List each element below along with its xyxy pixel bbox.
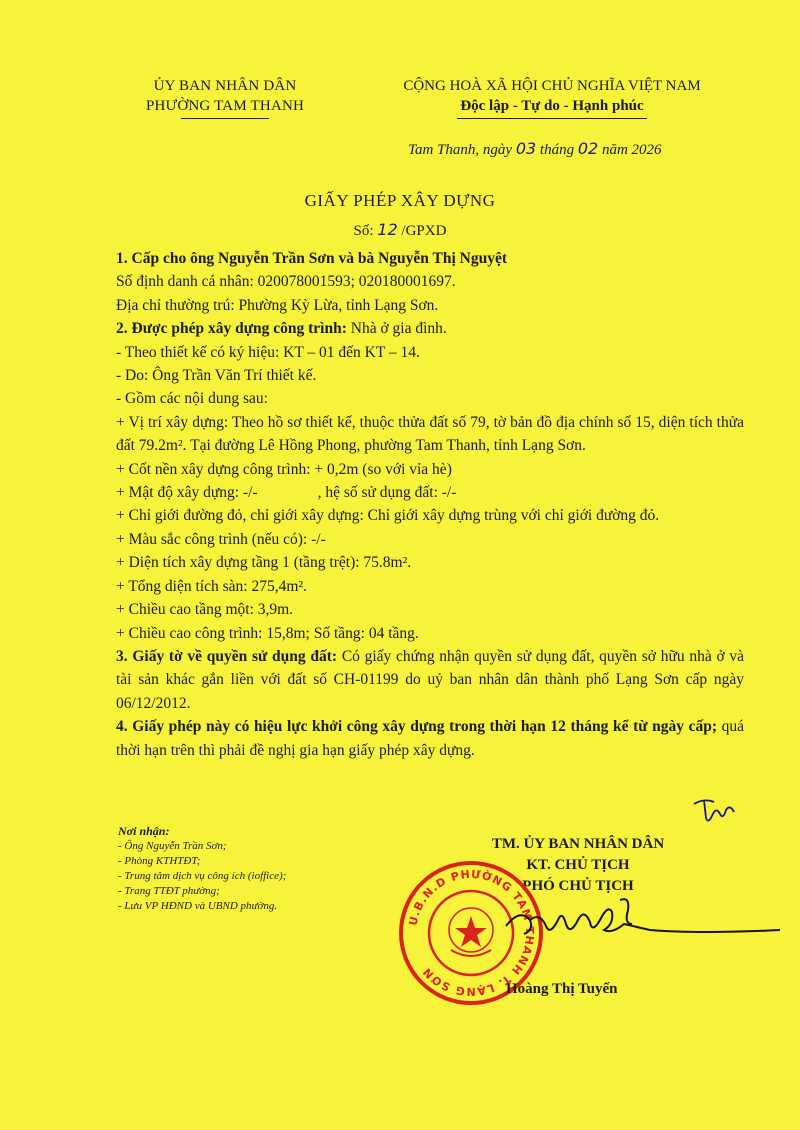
number-prefix: Số: xyxy=(353,223,374,239)
section2-heading-value: Nhà ở gia đình. xyxy=(350,320,447,338)
number-suffix: /GPXD xyxy=(401,223,447,239)
color-line: + Màu sắc công trình (nếu có): -/- xyxy=(116,530,326,548)
permit-number xyxy=(0,220,800,240)
design-code-line: - Theo thiết kế có ký hiệu: KT – 01 đến KT – 14. xyxy=(116,343,420,361)
density-text: + Mật độ xây dựng: -/- xyxy=(116,484,258,502)
date-year: năm 2026 xyxy=(601,142,662,158)
section3-heading: 3. Giấy tờ về quyền sử dụng đất: xyxy=(116,647,338,665)
sign-line1: TM. ỦY BAN NHÂN DÂN xyxy=(491,836,665,852)
permit-body xyxy=(116,247,744,762)
recipient-item: - Phòng KTHTĐT; xyxy=(118,855,201,867)
location-line: + Vị trí xây dựng: Theo hồ sơ thiết kế, thuộc thửa đất số 79, tờ bản đồ địa chính số 15, diện tích thửa đất 79.2m². Tại đường Lê Hồng Phong, phường Tam Thanh, tỉnh Lạng Sơn. xyxy=(116,413,744,455)
recipients-block xyxy=(118,824,418,914)
building-height-line: + Chiều cao công trình: 15,8m; Số tầng: 04 tầng. xyxy=(116,624,419,642)
signer-name: Hoàng Thị Tuyến xyxy=(506,981,618,997)
section2-heading xyxy=(116,317,744,340)
section4-bold: 4. Giấy phép này có hiệu lực khởi công xây dựng trong thời hạn 12 tháng kể từ ngày cấp; xyxy=(116,718,718,736)
ground-floor-area-line: + Diện tích xây dựng tầng 1 (tầng trệt): 75.8m². xyxy=(116,554,412,572)
boundary-line: + Chỉ giới đường đỏ, chỉ giới xây dựng: Chỉ giới xây dựng trùng với chỉ giới đường đỏ. xyxy=(116,507,660,525)
number-value: 12 xyxy=(377,220,398,239)
land-use-coefficient: , hệ số sử dụng đất: -/- xyxy=(317,484,457,502)
authority-line1: ỦY BAN NHÂN DÂN xyxy=(153,78,297,94)
national-motto: Độc lập - Tự do - Hạnh phúc xyxy=(460,98,644,114)
section1-heading: 1. Cấp cho ông Nguyễn Trần Sơn và bà Nguyễn Thị Nguyệt xyxy=(116,250,508,267)
handwritten-signature-icon xyxy=(500,890,790,960)
country-name: CỘNG HOÀ XÃ HỘI CHỦ NGHĨA VIỆT NAM xyxy=(403,78,701,94)
recipient-item: - Trang TTĐT phường; xyxy=(118,885,220,897)
seal-text: U.B.N.D PHƯỜNG TAM THANH T. LẠNG SƠN xyxy=(406,867,537,999)
section3-text: Có giấy chứng nhận quyền sử dụng đất, quyền sở hữu nhà ở và tài sản khác gắn liền với đất số CH-01199 do uỷ ban nhân dân thành phố Lạng Sơn cấp ngày 06/12/2012. xyxy=(116,647,745,712)
contents-line: - Gồm các nội dung sau: xyxy=(116,390,268,408)
designer-line: - Do: Ông Trần Văn Trí thiết kế. xyxy=(116,367,317,385)
first-floor-height-line: + Chiều cao tầng một: 3,9m. xyxy=(116,601,294,619)
date-month: 02 xyxy=(577,139,599,158)
section4-paragraph xyxy=(116,715,744,762)
document-title: GIẤY PHÉP XÂY DỰNG xyxy=(304,191,496,210)
section2-heading-label: 2. Được phép xây dựng công trình: xyxy=(116,320,347,338)
initial-mark-icon xyxy=(690,790,740,830)
header-underline xyxy=(181,118,269,119)
sign-line2: KT. CHỦ TỊCH xyxy=(526,857,630,873)
address-line: Địa chỉ thường trú: Phường Kỳ Lừa, tỉnh Lạng Sơn. xyxy=(116,296,439,314)
recipient-item: - Lưu VP HĐND và UBND phường. xyxy=(118,900,278,912)
issuing-authority xyxy=(120,76,330,119)
date-day: 03 xyxy=(515,139,537,158)
recipients-label: Nơi nhận: xyxy=(118,824,170,838)
personal-id-line: Số định danh cá nhân: 020078001593; 020180001697. xyxy=(116,273,456,291)
section4-text: quá thời hạn trên thì phải đề nghị gia hạn giấy phép xây dựng. xyxy=(116,718,744,759)
section3-paragraph xyxy=(116,645,744,715)
motto-underline xyxy=(457,118,647,119)
date-prefix: Tam Thanh, ngày xyxy=(408,142,513,158)
national-header xyxy=(362,76,742,119)
recipient-item: - Ông Nguyễn Trần Sơn; xyxy=(118,840,227,852)
sign-line3: PHÓ CHỦ TỊCH xyxy=(522,878,634,894)
issue-date xyxy=(408,139,662,159)
total-floor-area-line: + Tổng diện tích sàn: 275,4m². xyxy=(116,577,307,595)
date-month-label: tháng xyxy=(539,142,575,158)
authority-line2: PHƯỜNG TAM THANH xyxy=(145,98,305,114)
foundation-level-line: + Cốt nền xây dựng công trình: + 0,2m (so với vỉa hè) xyxy=(116,460,452,478)
recipient-item: - Trung tâm dịch vụ công ích (ioffice); xyxy=(118,870,287,882)
density-line xyxy=(116,481,744,504)
